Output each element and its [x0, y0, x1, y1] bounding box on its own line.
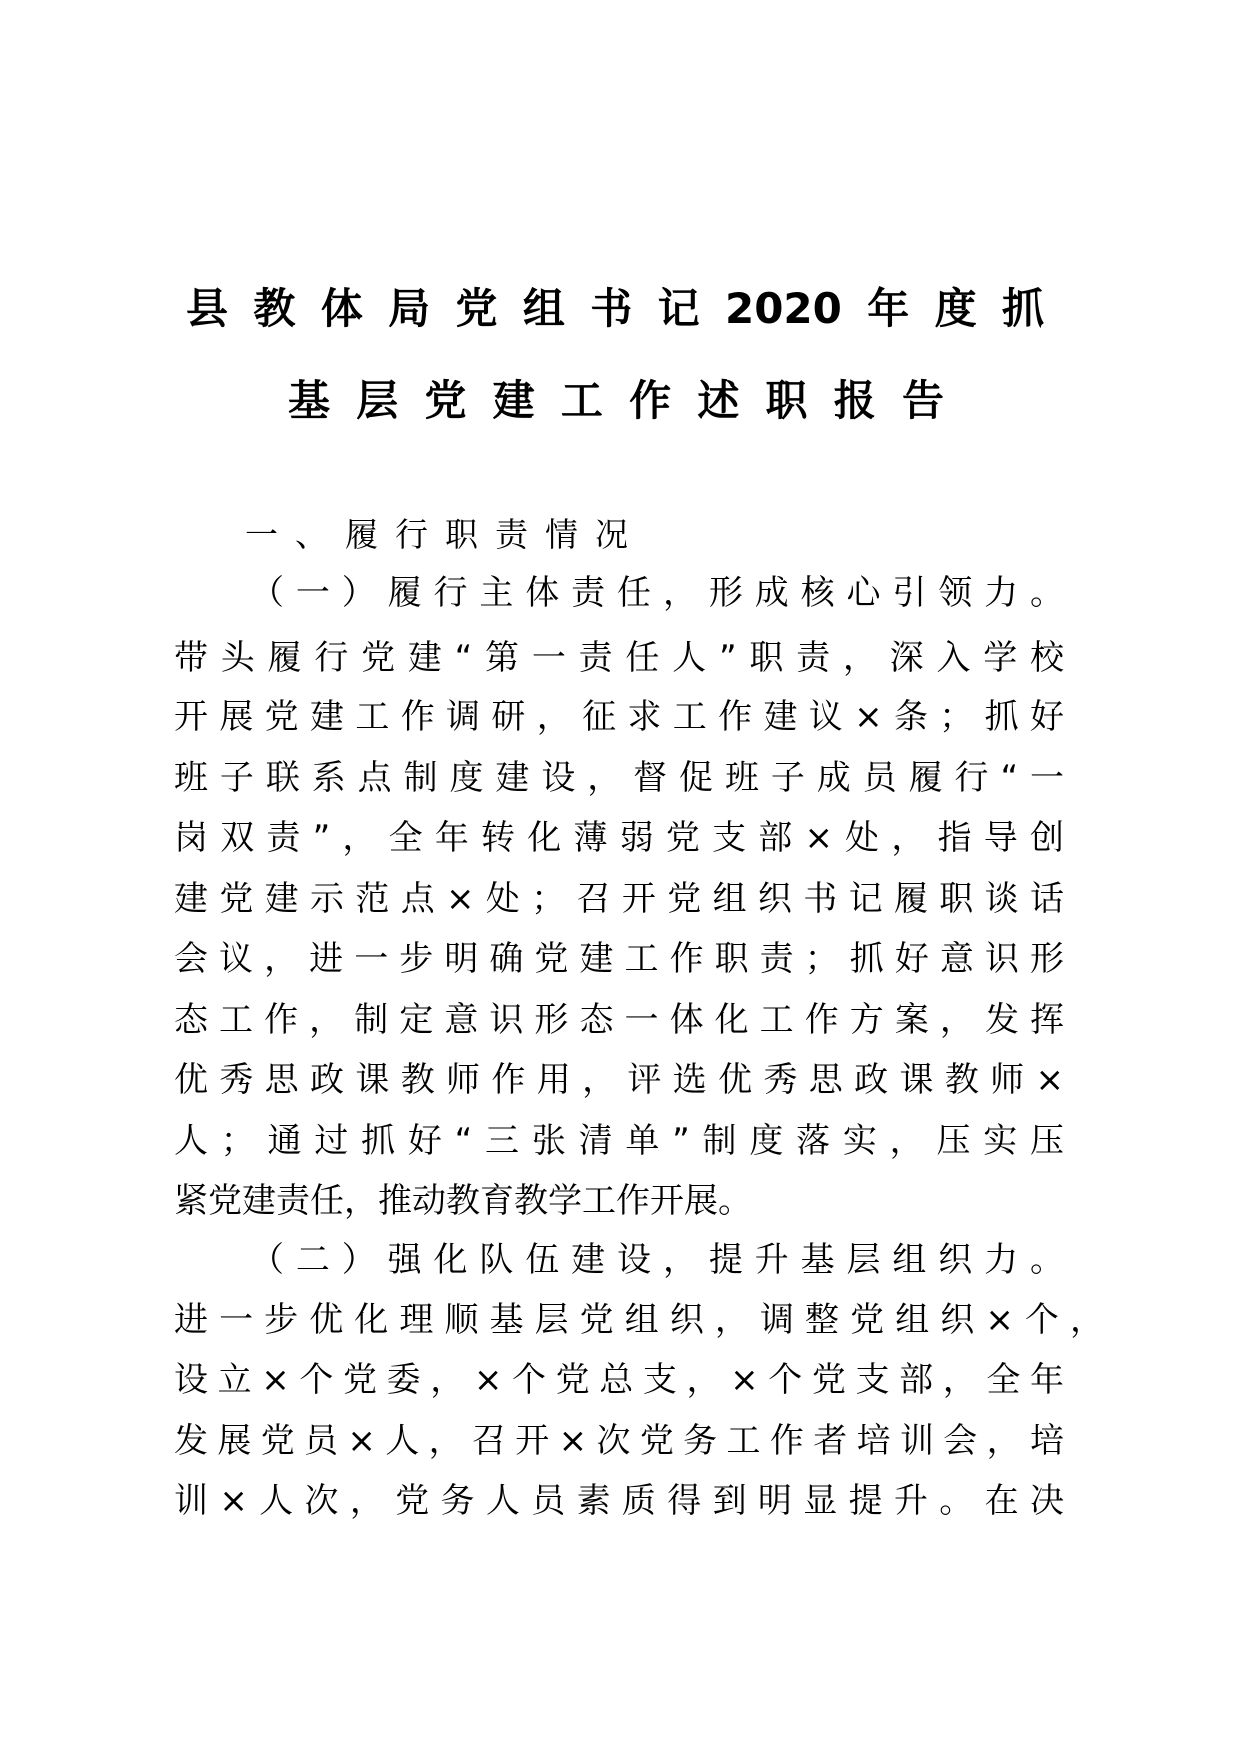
section-heading: 一、履行职责情况	[245, 515, 645, 554]
body-line: 人；通过抓好“三张清单”制度落实，压实压	[174, 1121, 1064, 1161]
body-line: 设立×个党委，×个党总支，×个党支部，全年	[174, 1360, 1064, 1400]
subsection-heading-2: （二）强化队伍建设，提升基层组织力。	[250, 1240, 1064, 1280]
body-line: 开展党建工作调研，征求工作建议×条；抓好	[174, 697, 1064, 737]
document-title-line-1: 县教体局党组书记2020年度抓	[186, 284, 1044, 333]
body-line: 建党建示范点×处；召开党组织书记履职谈话	[174, 879, 1064, 919]
body-line: 训×人次，党务人员素质得到明显提升。在决	[174, 1481, 1064, 1521]
body-line: 态工作，制定意识形态一体化工作方案，发挥	[174, 1000, 1064, 1040]
body-line: 带头履行党建“第一责任人”职责，深入学校	[174, 638, 1064, 678]
body-line: 发展党员×人，召开×次党务工作者培训会，培	[174, 1421, 1064, 1461]
body-line: 会议，进一步明确党建工作职责；抓好意识形	[174, 939, 1064, 979]
subsection-heading-1: （一）履行主体责任，形成核心引领力。	[250, 573, 1064, 613]
body-line: 岗双责”，全年转化薄弱党支部×处，指导创	[174, 818, 1064, 858]
body-line: 紧党建责任，推动教育教学工作开展。	[174, 1181, 752, 1221]
body-line: 班子联系点制度建设，督促班子成员履行“一	[174, 758, 1064, 798]
document-title-line-2: 基层党建工作述职报告	[288, 376, 944, 425]
body-line: 优秀思政课教师作用，评选优秀思政课教师×	[174, 1060, 1064, 1100]
body-line: 进一步优化理顺基层党组织，调整党组织×个，	[174, 1300, 1104, 1340]
